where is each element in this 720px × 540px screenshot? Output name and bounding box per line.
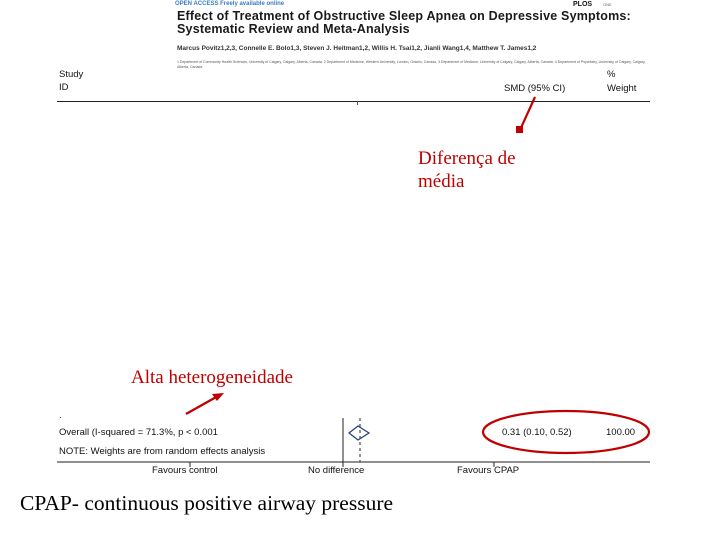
paper-affiliations: 1 Department of Community Health Sciences, University of Calgary, Calgary, Alberta, Canada, 2 Department of Medicine, Western University, London, Ontario, Canada, 3 Department of Medicine, University of Calgary, Calgary, Alberta, Canada, 4 Department of Psychiatry, University of Calgary, Calgary, Alberta, Canada [177,60,646,69]
axis-label-no-difference: No difference [308,465,365,476]
axis-label-favours-cpap: Favours CPAP [457,465,520,476]
column-smd-label: SMD (95% CI) [504,83,566,94]
journal-logo: PLOS [573,1,593,8]
axis-label-favours-control: Favours control [152,465,218,476]
overall-label: Overall (I-squared = 71.3%, p < 0.001 [59,427,218,438]
annotation-mean-difference-line1: Diferença de [418,148,516,169]
annotation-mean-difference-line2: média [418,171,465,192]
caption: CPAP- continuous positive airway pressure [20,491,394,515]
column-study-label: Study [59,69,84,80]
overall-smd-value: 0.31 (0.10, 0.52) [502,427,572,438]
random-effects-note: NOTE: Weights are from random effects analysis [59,446,266,457]
paper-authors: Marcus Povitz1,2,3, Connelle E. Bolo1,3, Steven J. Heitman1,2, Willis H. Tsai1,2, Jianli Wang1,4, Matthew T. James1,2 [177,45,537,52]
column-id-label: ID [59,82,69,93]
annotation-heterogeneity: Alta heterogeneidade [131,367,293,388]
plot-dot: . [59,410,62,421]
open-access-badge: OPEN ACCESS Freely available online [175,1,285,7]
paper-title: Effect of Treatment of Obstructive Sleep Apnea on Depressive Symptoms: Systematic Review and Meta-Analysis [177,9,631,36]
pooled-diamond [349,426,369,440]
column-weight-label: Weight [607,83,637,94]
journal-sub: ONE [603,2,612,7]
column-percent-label: % [607,69,616,80]
overall-weight-value: 100.00 [606,427,636,438]
